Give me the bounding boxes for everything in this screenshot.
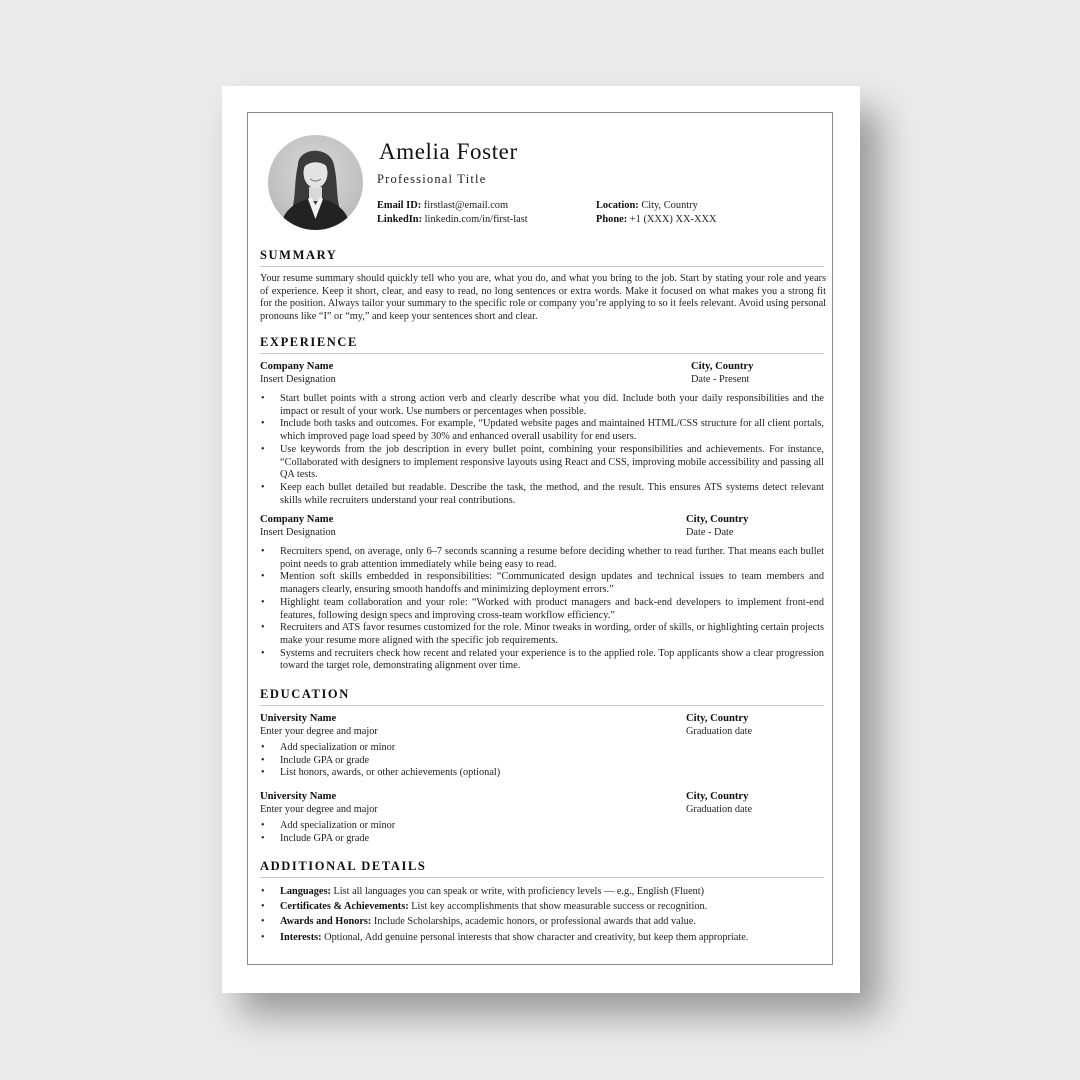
list-item xyxy=(260,930,824,945)
job-designation: Insert Designation xyxy=(260,527,336,538)
list-item: • Start bullet points with a strong action verb and clearly describe what you did. Include both your daily responsibilities and the impact or result of your work. Use numbers or percentages when possible. xyxy=(260,393,824,418)
degree: Enter your degree and major xyxy=(260,726,378,737)
job-location: City, Country xyxy=(686,514,749,525)
company-name: Company Name xyxy=(260,514,334,525)
item-text: Optional, Add genuine personal interests that show character and creativity, but keep them appropriate. xyxy=(321,931,749,943)
phone-value: +1 (XXX) XX-XXX xyxy=(629,214,717,225)
graduation-date: Graduation date xyxy=(686,804,753,815)
list-item: • Highlight team collaboration and your role: “Worked with product managers and back-end developers to implement front-end features, following design specs and improving cross-team workflow efficiency.” xyxy=(260,597,824,622)
job-bullets xyxy=(260,546,824,673)
job-location: City, Country xyxy=(691,361,754,372)
item-label: Languages: xyxy=(280,886,331,897)
contact-location xyxy=(596,200,698,211)
item-label: Interests: xyxy=(280,931,322,943)
degree: Enter your degree and major xyxy=(260,804,378,815)
profile-photo xyxy=(268,135,363,230)
list-item: • List honors, awards, or other achievements (optional) xyxy=(260,767,824,780)
university-name: University Name xyxy=(260,713,337,724)
professional-title: Professional Title xyxy=(377,172,487,186)
list-item: • Use keywords from the job description in every bullet point, combining your responsibilities and achievements. For instance, “Collaborated with designers to implement responsive layouts using React and CSS, improving mobile accessibility and passing all QA tests. xyxy=(260,444,824,482)
school-bullets xyxy=(260,820,824,845)
university-name: University Name xyxy=(260,791,337,802)
linkedin-label: LinkedIn: xyxy=(377,214,423,225)
contact-email xyxy=(377,200,508,211)
linkedin-value[interactable]: linkedin.com/in/first-last xyxy=(424,214,528,225)
item-text: List all languages you can speak or write, with proficiency levels — e.g., English (Fluent) xyxy=(330,886,705,897)
experience-heading: EXPERIENCE xyxy=(260,335,824,354)
item-text: List key accomplishments that show measurable success or recognition. xyxy=(408,901,708,913)
portrait-icon xyxy=(268,135,363,230)
contact-linkedin xyxy=(377,214,528,225)
item-text: Include Scholarships, academic honors, or professional awards that add value. xyxy=(371,916,696,928)
location-label: Location: xyxy=(596,200,639,211)
job-bullets xyxy=(260,393,824,507)
school-location: City, Country xyxy=(686,791,749,802)
list-item: • Systems and recruiters check how recent and related your experience is to the applied role. Top applicants show a clear progression toward the target role, demonstrating alignment over time. xyxy=(260,648,824,673)
list-item: • Include GPA or grade xyxy=(260,833,824,846)
list-item: • Add specialization or minor xyxy=(260,820,824,833)
list-item: • Include both tasks and outcomes. For example, “Updated website pages and maintained HTML/CSS structure for all client portals, which improved page load speed by 30% and enhanced overall usability for end users. xyxy=(260,418,824,443)
graduation-date: Graduation date xyxy=(686,726,753,737)
list-item: • Mention soft skills embedded in responsibilities: “Communicated design updates and technical issues to team members and managers clearly, ensuring smooth handoffs and minimizing deployment errors.” xyxy=(260,571,824,596)
list-item: • Add specialization or minor xyxy=(260,742,824,755)
list-item: • Keep each bullet detailed but readable. Describe the task, the method, and the result. This ensures ATS systems detect relevant skills while recruiters understand your real contributions. xyxy=(260,482,824,507)
list-item xyxy=(260,884,824,899)
email-value[interactable]: firstlast@email.com xyxy=(423,200,509,211)
education-heading: EDUCATION xyxy=(260,687,824,706)
summary-text: Your resume summary should quickly tell who you are, what you do, and what you bring to the job. Start by stating your role and years of experience. Keep it short, clear, and easy to read, no long sentences or extra words. Make it focused on what makes you a strong fit for the position. Always tailor your summary to the specific role or company you’re applying to so it feels relevant. Avoid using personal pronouns like “I” or “my,” and keep your sentences short and clear. xyxy=(260,273,826,322)
company-name: Company Name xyxy=(260,361,334,372)
list-item xyxy=(260,914,824,929)
job-dates: Date - Date xyxy=(686,527,734,538)
additional-heading: ADDITIONAL DETAILS xyxy=(260,859,824,878)
list-item xyxy=(260,899,824,914)
school-location: City, Country xyxy=(686,713,749,724)
item-label: Awards and Honors: xyxy=(280,916,372,928)
school-bullets xyxy=(260,742,824,780)
candidate-name: Amelia Foster xyxy=(379,139,518,164)
job-dates: Date - Present xyxy=(691,374,750,385)
list-item: • Include GPA or grade xyxy=(260,755,824,768)
location-value: City, Country xyxy=(641,200,698,211)
contact-phone xyxy=(596,214,716,225)
item-label: Certificates & Achievements: xyxy=(280,901,409,913)
list-item: • Recruiters and ATS favor resumes customized for the role. Minor tweaks in wording, order of skills, or highlighting certain projects make your resume more aligned with the specific job requirements. xyxy=(260,622,824,647)
email-label: Email ID: xyxy=(377,200,422,211)
phone-label: Phone: xyxy=(596,214,628,225)
list-item: • Recruiters spend, on average, only 6–7 seconds scanning a resume before deciding whether to read further. That means each bullet point needs to grab attention immediately while being easy to read. xyxy=(260,546,824,571)
summary-heading: SUMMARY xyxy=(260,248,824,267)
additional-list xyxy=(260,884,824,945)
job-designation: Insert Designation xyxy=(260,374,336,385)
